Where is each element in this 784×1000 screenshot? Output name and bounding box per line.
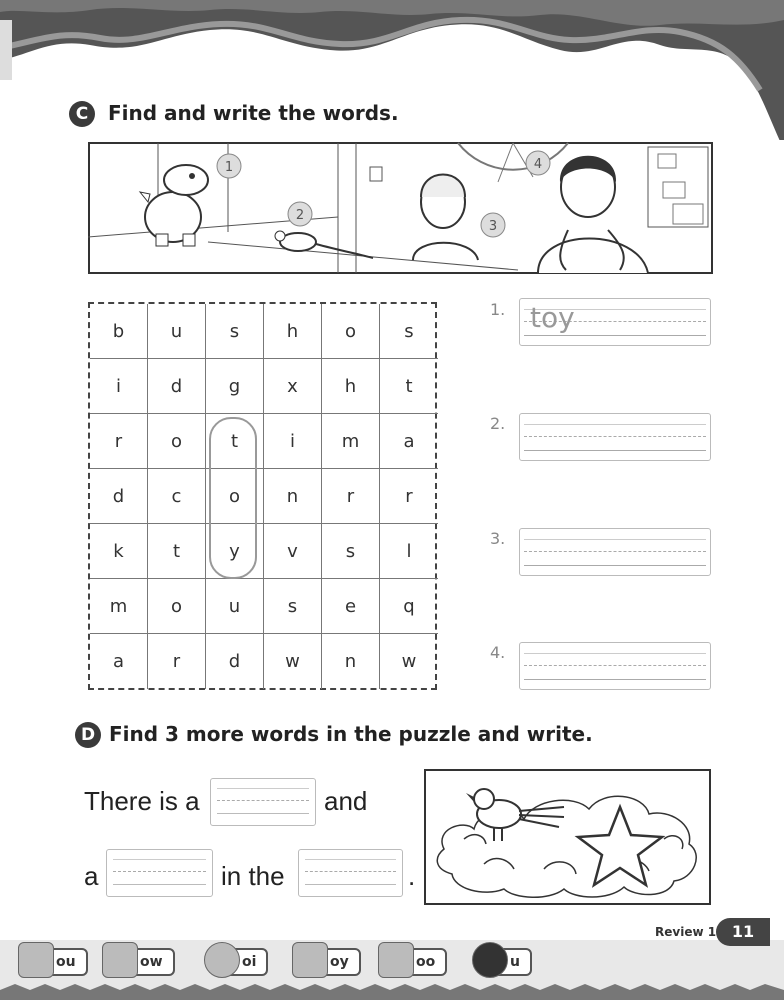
coin-tab-icon	[204, 942, 240, 978]
puzzle-cell[interactable]: t	[380, 359, 438, 414]
picture-number-3: 3	[488, 219, 498, 234]
puzzle-cell[interactable]: q	[380, 579, 438, 634]
puzzle-cell[interactable]: h	[322, 359, 380, 414]
footer-wave	[0, 982, 784, 1000]
puzzle-cell[interactable]: e	[322, 579, 380, 634]
puzzle-cell[interactable]: o	[148, 414, 206, 469]
picture-number-2: 2	[295, 208, 305, 223]
answer-number-2: 2.	[490, 414, 506, 433]
puzzle-cell[interactable]: m	[90, 579, 148, 634]
puzzle-cell[interactable]: w	[264, 634, 322, 689]
tab-label-oi: oi	[242, 954, 257, 970]
puzzle-cell[interactable]: i	[90, 359, 148, 414]
toy-tab-icon	[292, 942, 328, 978]
puzzle-cell[interactable]: l	[380, 524, 438, 579]
puzzle-cell[interactable]: h	[264, 304, 322, 359]
puzzle-cell[interactable]: k	[90, 524, 148, 579]
puzzle-cell[interactable]: o	[206, 469, 264, 524]
puzzle-cell[interactable]: n	[322, 634, 380, 689]
puzzle-cell[interactable]: r	[380, 469, 438, 524]
tab-label-ow: ow	[140, 954, 163, 970]
blank-3[interactable]	[298, 849, 403, 897]
puzzle-cell[interactable]: a	[380, 414, 438, 469]
section-d-title: Find 3 more words in the puzzle and write.	[109, 722, 593, 746]
puzzle-cell[interactable]: d	[90, 469, 148, 524]
puzzle-cell[interactable]: m	[322, 414, 380, 469]
sentence2-part1: a	[84, 861, 99, 891]
tab-label-oy: oy	[330, 954, 349, 970]
answer-line-4[interactable]	[519, 642, 711, 690]
puzzle-cell[interactable]: t	[206, 414, 264, 469]
tab-label-ou: ou	[56, 954, 76, 970]
bird-star-illustration	[424, 769, 711, 905]
puzzle-cell[interactable]: g	[206, 359, 264, 414]
puzzle-cell[interactable]: x	[264, 359, 322, 414]
blank-2[interactable]	[106, 849, 213, 897]
review-label: Review 1	[655, 925, 717, 939]
picture-number-4: 4	[533, 157, 543, 172]
answer-text-1: toy	[530, 301, 575, 334]
answer-line-2[interactable]	[519, 413, 711, 461]
tab-label-u: u	[510, 954, 520, 970]
puzzle-cell[interactable]: r	[148, 634, 206, 689]
section-c-title: Find and write the words.	[108, 101, 399, 125]
bulletin-board-icon	[648, 147, 708, 227]
puzzle-cell[interactable]: s	[322, 524, 380, 579]
answer-line-3[interactable]	[519, 528, 711, 576]
answer-number-3: 3.	[490, 529, 506, 548]
puzzle-cell[interactable]: i	[264, 414, 322, 469]
puzzle-cell[interactable]: b	[90, 304, 148, 359]
answer-line-1[interactable]	[519, 298, 711, 346]
phonics-tab-oy[interactable]	[298, 948, 361, 976]
phonics-tab-u[interactable]	[478, 948, 532, 976]
book-tab-icon	[378, 942, 414, 978]
picture-number-1: 1	[224, 160, 234, 175]
puzzle-cell[interactable]: o	[322, 304, 380, 359]
puzzle-cell[interactable]: c	[148, 469, 206, 524]
sentence1-part2: and	[324, 786, 368, 816]
puzzle-cell[interactable]: n	[264, 469, 322, 524]
puzzle-cell[interactable]: t	[148, 524, 206, 579]
puzzle-cell[interactable]: r	[322, 469, 380, 524]
mouse-tab-icon	[18, 942, 54, 978]
scene-illustration	[88, 142, 713, 274]
puzzle-cell[interactable]: s	[206, 304, 264, 359]
puzzle-cell[interactable]: d	[148, 359, 206, 414]
puzzle-cell[interactable]: d	[206, 634, 264, 689]
blank-1[interactable]	[210, 778, 316, 826]
phonics-tab-ou[interactable]	[24, 948, 88, 976]
phonics-tab-oi[interactable]	[210, 948, 268, 976]
word-search-grid	[88, 302, 437, 690]
section-d-badge: D	[75, 722, 101, 748]
puzzle-cell[interactable]: u	[148, 304, 206, 359]
sentence2-part2: in the	[221, 861, 285, 891]
cow-tab-icon	[102, 942, 138, 978]
puzzle-cell[interactable]: u	[206, 579, 264, 634]
puzzle-cell[interactable]: a	[90, 634, 148, 689]
sentence2-period: .	[408, 861, 416, 891]
puzzle-cell[interactable]: y	[206, 524, 264, 579]
phonics-tab-oo[interactable]	[384, 948, 447, 976]
bug-tab-icon	[472, 942, 508, 978]
puzzle-cell[interactable]: s	[380, 304, 438, 359]
puzzle-cell[interactable]: s	[264, 579, 322, 634]
page-number: 11	[716, 918, 770, 946]
answer-number-1: 1.	[490, 300, 506, 319]
answer-number-4: 4.	[490, 643, 506, 662]
puzzle-cell[interactable]: r	[90, 414, 148, 469]
section-c-badge: C	[69, 101, 95, 127]
word-toy-highlight	[209, 417, 257, 579]
puzzle-cell[interactable]: w	[401, 651, 417, 672]
tab-label-oo: oo	[416, 954, 436, 970]
puzzle-cell[interactable]: v	[264, 524, 322, 579]
sentence1-part1: There is a	[84, 786, 200, 816]
phonics-tab-ow[interactable]	[108, 948, 175, 976]
puzzle-cell[interactable]: o	[148, 579, 206, 634]
